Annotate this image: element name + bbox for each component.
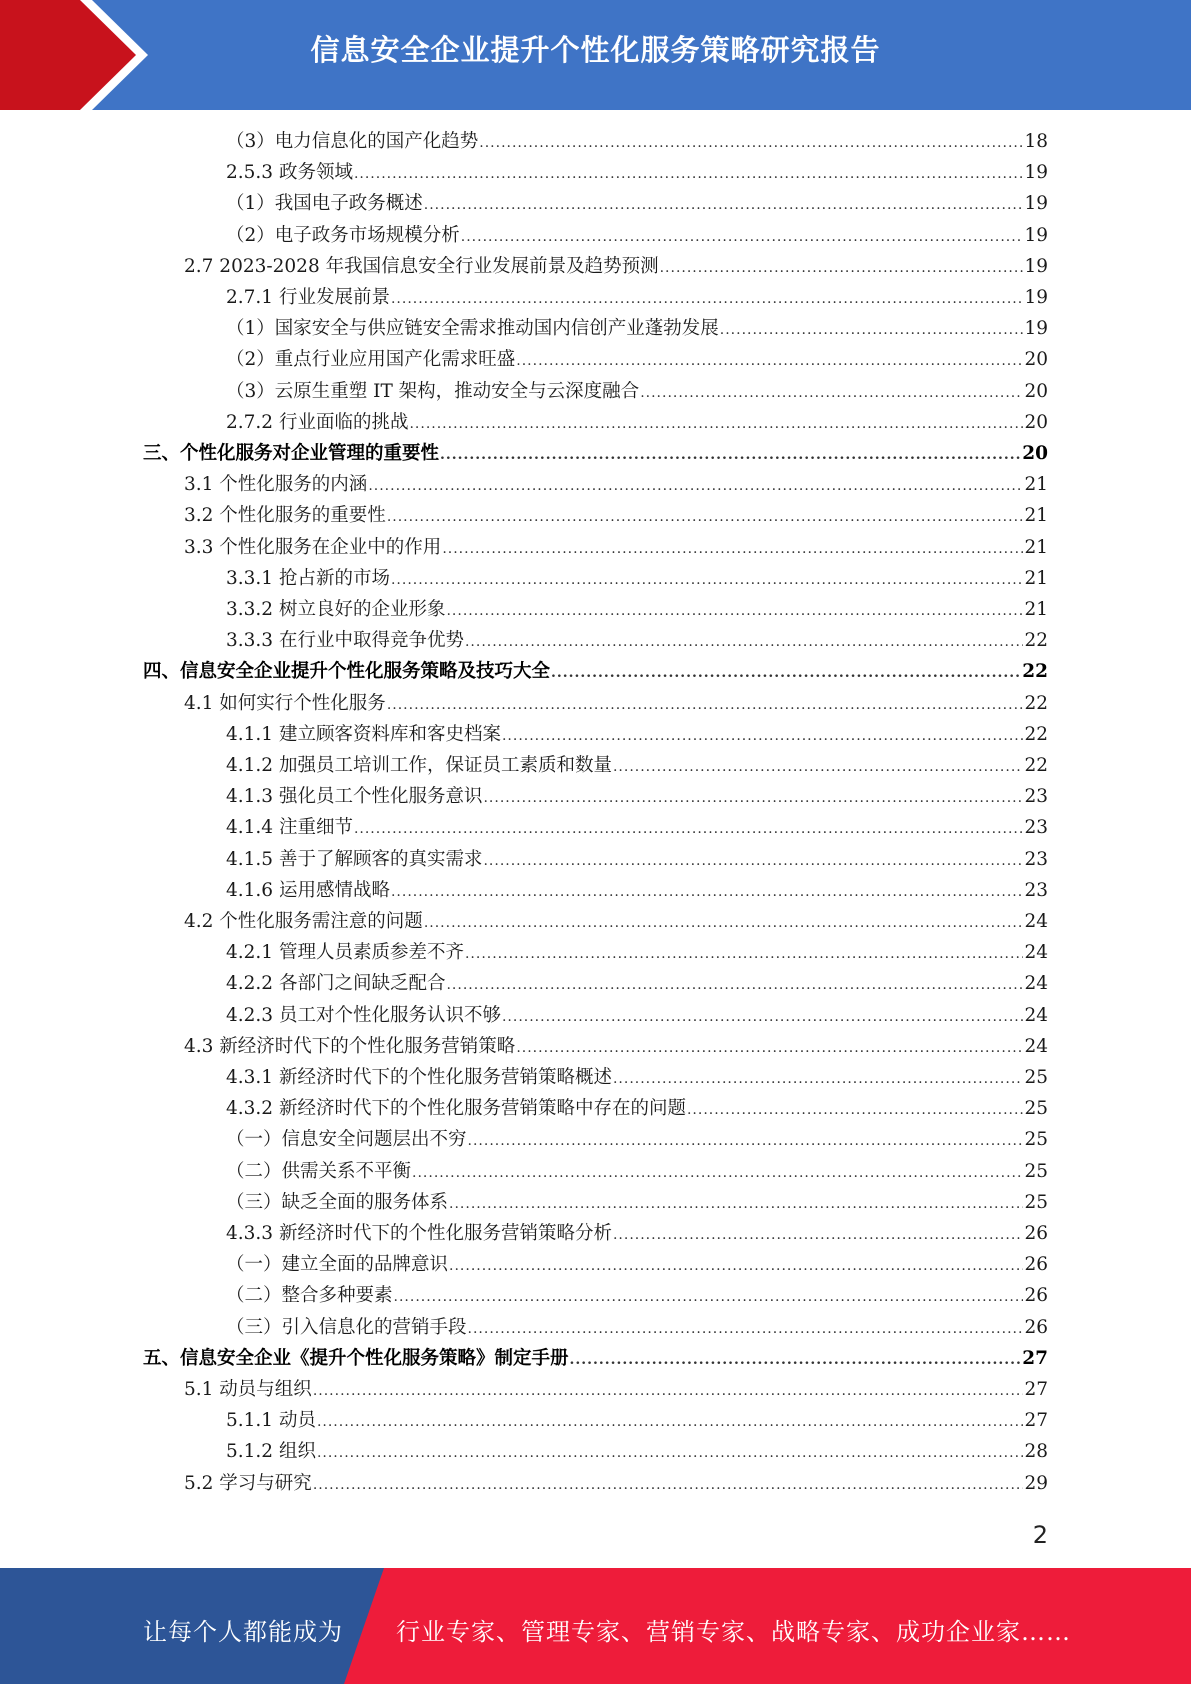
- toc-dot-leader: [424, 197, 1024, 213]
- toc-entry-title: 3.1 个性化服务的内涵: [184, 474, 368, 496]
- toc-entry-page: 29: [1024, 1472, 1048, 1494]
- toc-entry-page: 20: [1022, 443, 1048, 464]
- footer-slogan-right: 行业专家、管理专家、营销专家、战略专家、成功企业家……: [396, 1618, 1071, 1646]
- toc-entry[interactable]: [143, 657, 1048, 688]
- toc-entry-title: （一）建立全面的品牌意识: [226, 1254, 449, 1276]
- toc-dot-leader: [613, 1071, 1023, 1087]
- toc-entry-title: 4.1.3 强化员工个性化服务意识: [226, 786, 483, 808]
- toc-entry[interactable]: [226, 158, 1048, 189]
- toc-entry-title: 5.1 动员与组织: [184, 1379, 312, 1400]
- toc-entry-title: 4.1.6 运用感情战略: [226, 879, 390, 901]
- toc-entry-title: （三）引入信息化的营销手段: [226, 1316, 467, 1338]
- toc-entry[interactable]: [226, 1188, 1048, 1219]
- toc-entry-page: 23: [1024, 848, 1048, 870]
- toc-entry-page: 25: [1024, 1160, 1048, 1182]
- toc-entry-title: 2.5.3 政务领域: [226, 162, 353, 184]
- toc-entry-page: 19: [1024, 287, 1048, 308]
- footer-slogan-left: 让每个人都能成为: [143, 1618, 343, 1646]
- toc-entry-title: （1）我国电子政务概述: [226, 193, 423, 215]
- toc-entry[interactable]: [184, 689, 1048, 720]
- toc-entry-page: 20: [1024, 349, 1048, 371]
- toc-dot-leader: [551, 665, 1021, 681]
- toc-dot-leader: [391, 572, 1023, 588]
- toc-dot-leader: [313, 1383, 1024, 1399]
- toc-entry[interactable]: [226, 345, 1048, 376]
- toc-entry-title: 3.3.1 抢占新的市场: [226, 567, 390, 589]
- toc-entry[interactable]: [226, 189, 1048, 220]
- toc-entry-title: 2.7.2 行业面临的挑战: [226, 411, 409, 433]
- toc-entry[interactable]: [226, 1406, 1048, 1437]
- toc-entry-page: 20: [1024, 411, 1048, 433]
- toc-dot-leader: [387, 697, 1024, 713]
- toc-entry-title: 4.2 个性化服务需注意的问题: [184, 911, 423, 932]
- toc-entry-title: 4.3.3 新经济时代下的个性化服务营销策略分析: [226, 1223, 612, 1244]
- page-footer: [0, 1568, 1191, 1684]
- toc-dot-leader: [461, 229, 1024, 245]
- toc-dot-leader: [368, 478, 1023, 494]
- toc-dot-leader: [442, 541, 1023, 557]
- toc-dot-leader: [449, 1196, 1023, 1212]
- toc-dot-leader: [479, 135, 1023, 151]
- toc-entry-page: 24: [1024, 1035, 1048, 1057]
- toc-entry-page: 24: [1024, 973, 1048, 995]
- report-title: 信息安全企业提升个性化服务策略研究报告: [310, 33, 881, 67]
- toc-entry-title: （3）云原生重塑 IT 架构，推动安全与云深度融合: [226, 380, 640, 402]
- toc-entry[interactable]: [184, 252, 1048, 283]
- toc-dot-leader: [687, 1102, 1023, 1118]
- toc-entry[interactable]: [226, 845, 1048, 876]
- toc-dot-leader: [317, 1414, 1024, 1430]
- toc-entry[interactable]: [226, 969, 1048, 1000]
- toc-entry-page: 22: [1024, 692, 1048, 714]
- toc-entry[interactable]: [226, 283, 1048, 314]
- toc-entry[interactable]: [226, 1063, 1048, 1094]
- toc-entry-page: 26: [1024, 1285, 1048, 1307]
- toc-entry-title: 4.3 新经济时代下的个性化服务营销策略: [184, 1035, 516, 1057]
- toc-entry-title: 3.2 个性化服务的重要性: [184, 505, 386, 527]
- toc-entry-page: 27: [1024, 1379, 1048, 1400]
- toc-entry[interactable]: [226, 876, 1048, 907]
- toc-dot-leader: [468, 1321, 1024, 1337]
- toc-entry[interactable]: [226, 408, 1048, 439]
- toc-entry-page: 25: [1024, 1067, 1048, 1088]
- toc-dot-leader: [483, 790, 1023, 806]
- toc-dot-leader: [449, 1258, 1023, 1274]
- toc-entry-title: 2.7 2023-2028 年我国信息安全行业发展前景及趋势预测: [184, 255, 659, 277]
- toc-entry[interactable]: [226, 595, 1048, 626]
- toc-entry-page: 26: [1024, 1316, 1048, 1338]
- toc-entry-page: 25: [1024, 1098, 1048, 1120]
- toc-entry-page: 19: [1024, 255, 1048, 277]
- toc-entry-title: 3.3.2 树立良好的企业形象: [226, 599, 446, 620]
- toc-entry[interactable]: [226, 1281, 1048, 1312]
- toc-entry[interactable]: [226, 1219, 1048, 1250]
- toc-dot-leader: [660, 260, 1024, 276]
- toc-entry[interactable]: [226, 626, 1048, 657]
- toc-entry[interactable]: [226, 314, 1048, 345]
- toc-entry-title: 4.2.3 员工对个性化服务认识不够: [226, 1004, 501, 1026]
- toc-entry-title: 5.1.1 动员: [226, 1410, 316, 1432]
- toc-entry-page: 21: [1024, 567, 1048, 589]
- toc-entry[interactable]: [226, 751, 1048, 782]
- toc-dot-leader: [483, 853, 1023, 869]
- toc-entry-title: （1）国家安全与供应链安全需求推动国内信创产业蓬勃发展: [226, 318, 719, 340]
- toc-entry-title: 4.3.1 新经济时代下的个性化服务营销策略概述: [226, 1067, 612, 1088]
- toc-entry[interactable]: [143, 1344, 1048, 1375]
- toc-entry[interactable]: [226, 1001, 1048, 1032]
- toc-entry-page: 21: [1024, 474, 1048, 496]
- toc-entry-title: （一）信息安全问题层出不穷: [226, 1129, 467, 1151]
- toc-entry-title: 4.1.1 建立顾客资料库和客史档案: [226, 723, 501, 745]
- toc-entry-page: 22: [1024, 723, 1048, 745]
- toc-entry-page: 26: [1024, 1223, 1048, 1244]
- toc-entry-page: 23: [1024, 786, 1048, 808]
- toc-entry-page: 21: [1024, 505, 1048, 527]
- toc-entry[interactable]: [226, 720, 1048, 751]
- toc-entry-page: 19: [1024, 224, 1048, 246]
- toc-entry-title: 4.2.1 管理人员素质参差不齐: [226, 942, 464, 964]
- toc-entry-title: （2）电子政务市场规模分析: [226, 224, 460, 246]
- toc-dot-leader: [424, 915, 1024, 931]
- toc-dot-leader: [354, 821, 1024, 837]
- toc-entry-page: 27: [1022, 1347, 1048, 1369]
- toc-entry[interactable]: [226, 813, 1048, 844]
- toc-entry-page: 23: [1024, 817, 1048, 839]
- toc-entry-page: 22: [1024, 755, 1048, 776]
- toc-entry-page: 18: [1024, 131, 1048, 152]
- page-header: [0, 0, 1191, 110]
- toc-entry-title: （二）供需关系不平衡: [226, 1160, 412, 1182]
- toc-entry-page: 20: [1024, 380, 1048, 402]
- toc-entry-title: 5.1.2 组织: [226, 1441, 316, 1463]
- toc-entry-title: 3.3.3 在行业中取得竞争优势: [226, 630, 464, 652]
- toc-dot-leader: [465, 946, 1023, 962]
- toc-dot-leader: [391, 884, 1023, 900]
- toc-dot-leader: [613, 1227, 1023, 1243]
- toc-entry-title: 五、信息安全企业《提升个性化服务策略》制定手册: [143, 1347, 569, 1369]
- toc-entry-title: 三、个性化服务对企业管理的重要性: [143, 443, 440, 464]
- toc-entry[interactable]: [184, 1469, 1048, 1500]
- toc-entry-page: 19: [1024, 318, 1048, 340]
- toc-entry-title: （2）重点行业应用国产化需求旺盛: [226, 349, 516, 371]
- toc-entry[interactable]: [226, 1157, 1048, 1188]
- toc-dot-leader: [394, 1289, 1024, 1305]
- toc-entry-title: （3）电力信息化的国产化趋势: [226, 131, 479, 152]
- toc-entry-page: 19: [1024, 162, 1048, 184]
- toc-dot-leader: [640, 385, 1023, 401]
- toc-dot-leader: [720, 322, 1024, 338]
- toc-entry[interactable]: [184, 1375, 1048, 1406]
- toc-dot-leader: [502, 728, 1023, 744]
- toc-dot-leader: [570, 1352, 1022, 1368]
- toc-entry[interactable]: [226, 1094, 1048, 1125]
- toc-dot-leader: [313, 1477, 1024, 1493]
- toc-entry-page: 21: [1024, 599, 1048, 620]
- toc-entry-title: （三）缺乏全面的服务体系: [226, 1191, 449, 1213]
- toc-dot-leader: [391, 291, 1023, 307]
- toc-entry-page: 25: [1024, 1191, 1048, 1213]
- toc-entry-page: 23: [1024, 879, 1048, 901]
- page-number: 2: [1032, 1521, 1048, 1549]
- toc-entry-page: 27: [1024, 1410, 1048, 1432]
- toc-entry-title: （二）整合多种要素: [226, 1285, 393, 1307]
- toc-dot-leader: [440, 447, 1021, 463]
- toc-entry[interactable]: [226, 1125, 1048, 1156]
- toc-entry[interactable]: [184, 470, 1048, 501]
- toc-entry-title: 4.1 如何实行个性化服务: [184, 692, 386, 714]
- toc-entry[interactable]: [184, 1032, 1048, 1063]
- toc-entry-title: 四、信息安全企业提升个性化服务策略及技巧大全: [143, 661, 551, 683]
- toc-entry[interactable]: [184, 907, 1048, 938]
- toc-dot-leader: [465, 634, 1023, 650]
- toc-dot-leader: [446, 603, 1023, 619]
- toc-entry[interactable]: [226, 564, 1048, 595]
- toc-entry[interactable]: [226, 1437, 1048, 1468]
- toc-entry[interactable]: [226, 938, 1048, 969]
- toc-entry-page: 21: [1024, 536, 1048, 558]
- toc-dot-leader: [409, 416, 1023, 432]
- toc-entry-page: 22: [1022, 661, 1048, 683]
- toc-entry-page: 19: [1024, 193, 1048, 215]
- toc-entry-page: 28: [1024, 1441, 1048, 1463]
- toc-entry-title: 4.1.4 注重细节: [226, 817, 353, 839]
- toc-entry-page: 24: [1024, 942, 1048, 964]
- toc-entry[interactable]: [226, 127, 1048, 158]
- toc-dot-leader: [317, 1445, 1024, 1461]
- toc-entry[interactable]: [184, 533, 1048, 564]
- toc-entry-title: 4.2.2 各部门之间缺乏配合: [226, 973, 446, 995]
- toc-dot-leader: [516, 1040, 1023, 1056]
- toc-entry[interactable]: [226, 1250, 1048, 1281]
- toc-entry[interactable]: [143, 439, 1048, 470]
- toc-entry-title: 3.3 个性化服务在企业中的作用: [184, 536, 442, 558]
- toc-dot-leader: [446, 977, 1023, 993]
- toc-entry-title: 4.3.2 新经济时代下的个性化服务营销策略中存在的问题: [226, 1098, 686, 1120]
- toc-dot-leader: [387, 509, 1024, 525]
- toc-entry-page: 26: [1024, 1254, 1048, 1276]
- toc-entry-page: 24: [1024, 1004, 1048, 1026]
- toc-dot-leader: [468, 1133, 1024, 1149]
- toc-dot-leader: [412, 1165, 1023, 1181]
- toc-dot-leader: [613, 759, 1023, 775]
- toc-entry-page: 24: [1024, 911, 1048, 932]
- toc-dot-leader: [354, 166, 1024, 182]
- toc-dot-leader: [516, 353, 1023, 369]
- toc-entry-title: 4.1.5 善于了解顾客的真实需求: [226, 848, 483, 870]
- toc-entry-title: 4.1.2 加强员工培训工作，保证员工素质和数量: [226, 755, 612, 776]
- toc-entry-page: 22: [1024, 630, 1048, 652]
- toc-entry[interactable]: [226, 1313, 1048, 1344]
- toc-entry[interactable]: [226, 782, 1048, 813]
- toc-entry-title: 2.7.1 行业发展前景: [226, 287, 390, 308]
- toc-entry[interactable]: [226, 377, 1048, 408]
- toc-entry-title: 5.2 学习与研究: [184, 1472, 312, 1494]
- toc-entry-page: 25: [1024, 1129, 1048, 1151]
- toc-entry[interactable]: [184, 501, 1048, 532]
- toc-entry[interactable]: [226, 221, 1048, 252]
- toc-dot-leader: [502, 1009, 1023, 1025]
